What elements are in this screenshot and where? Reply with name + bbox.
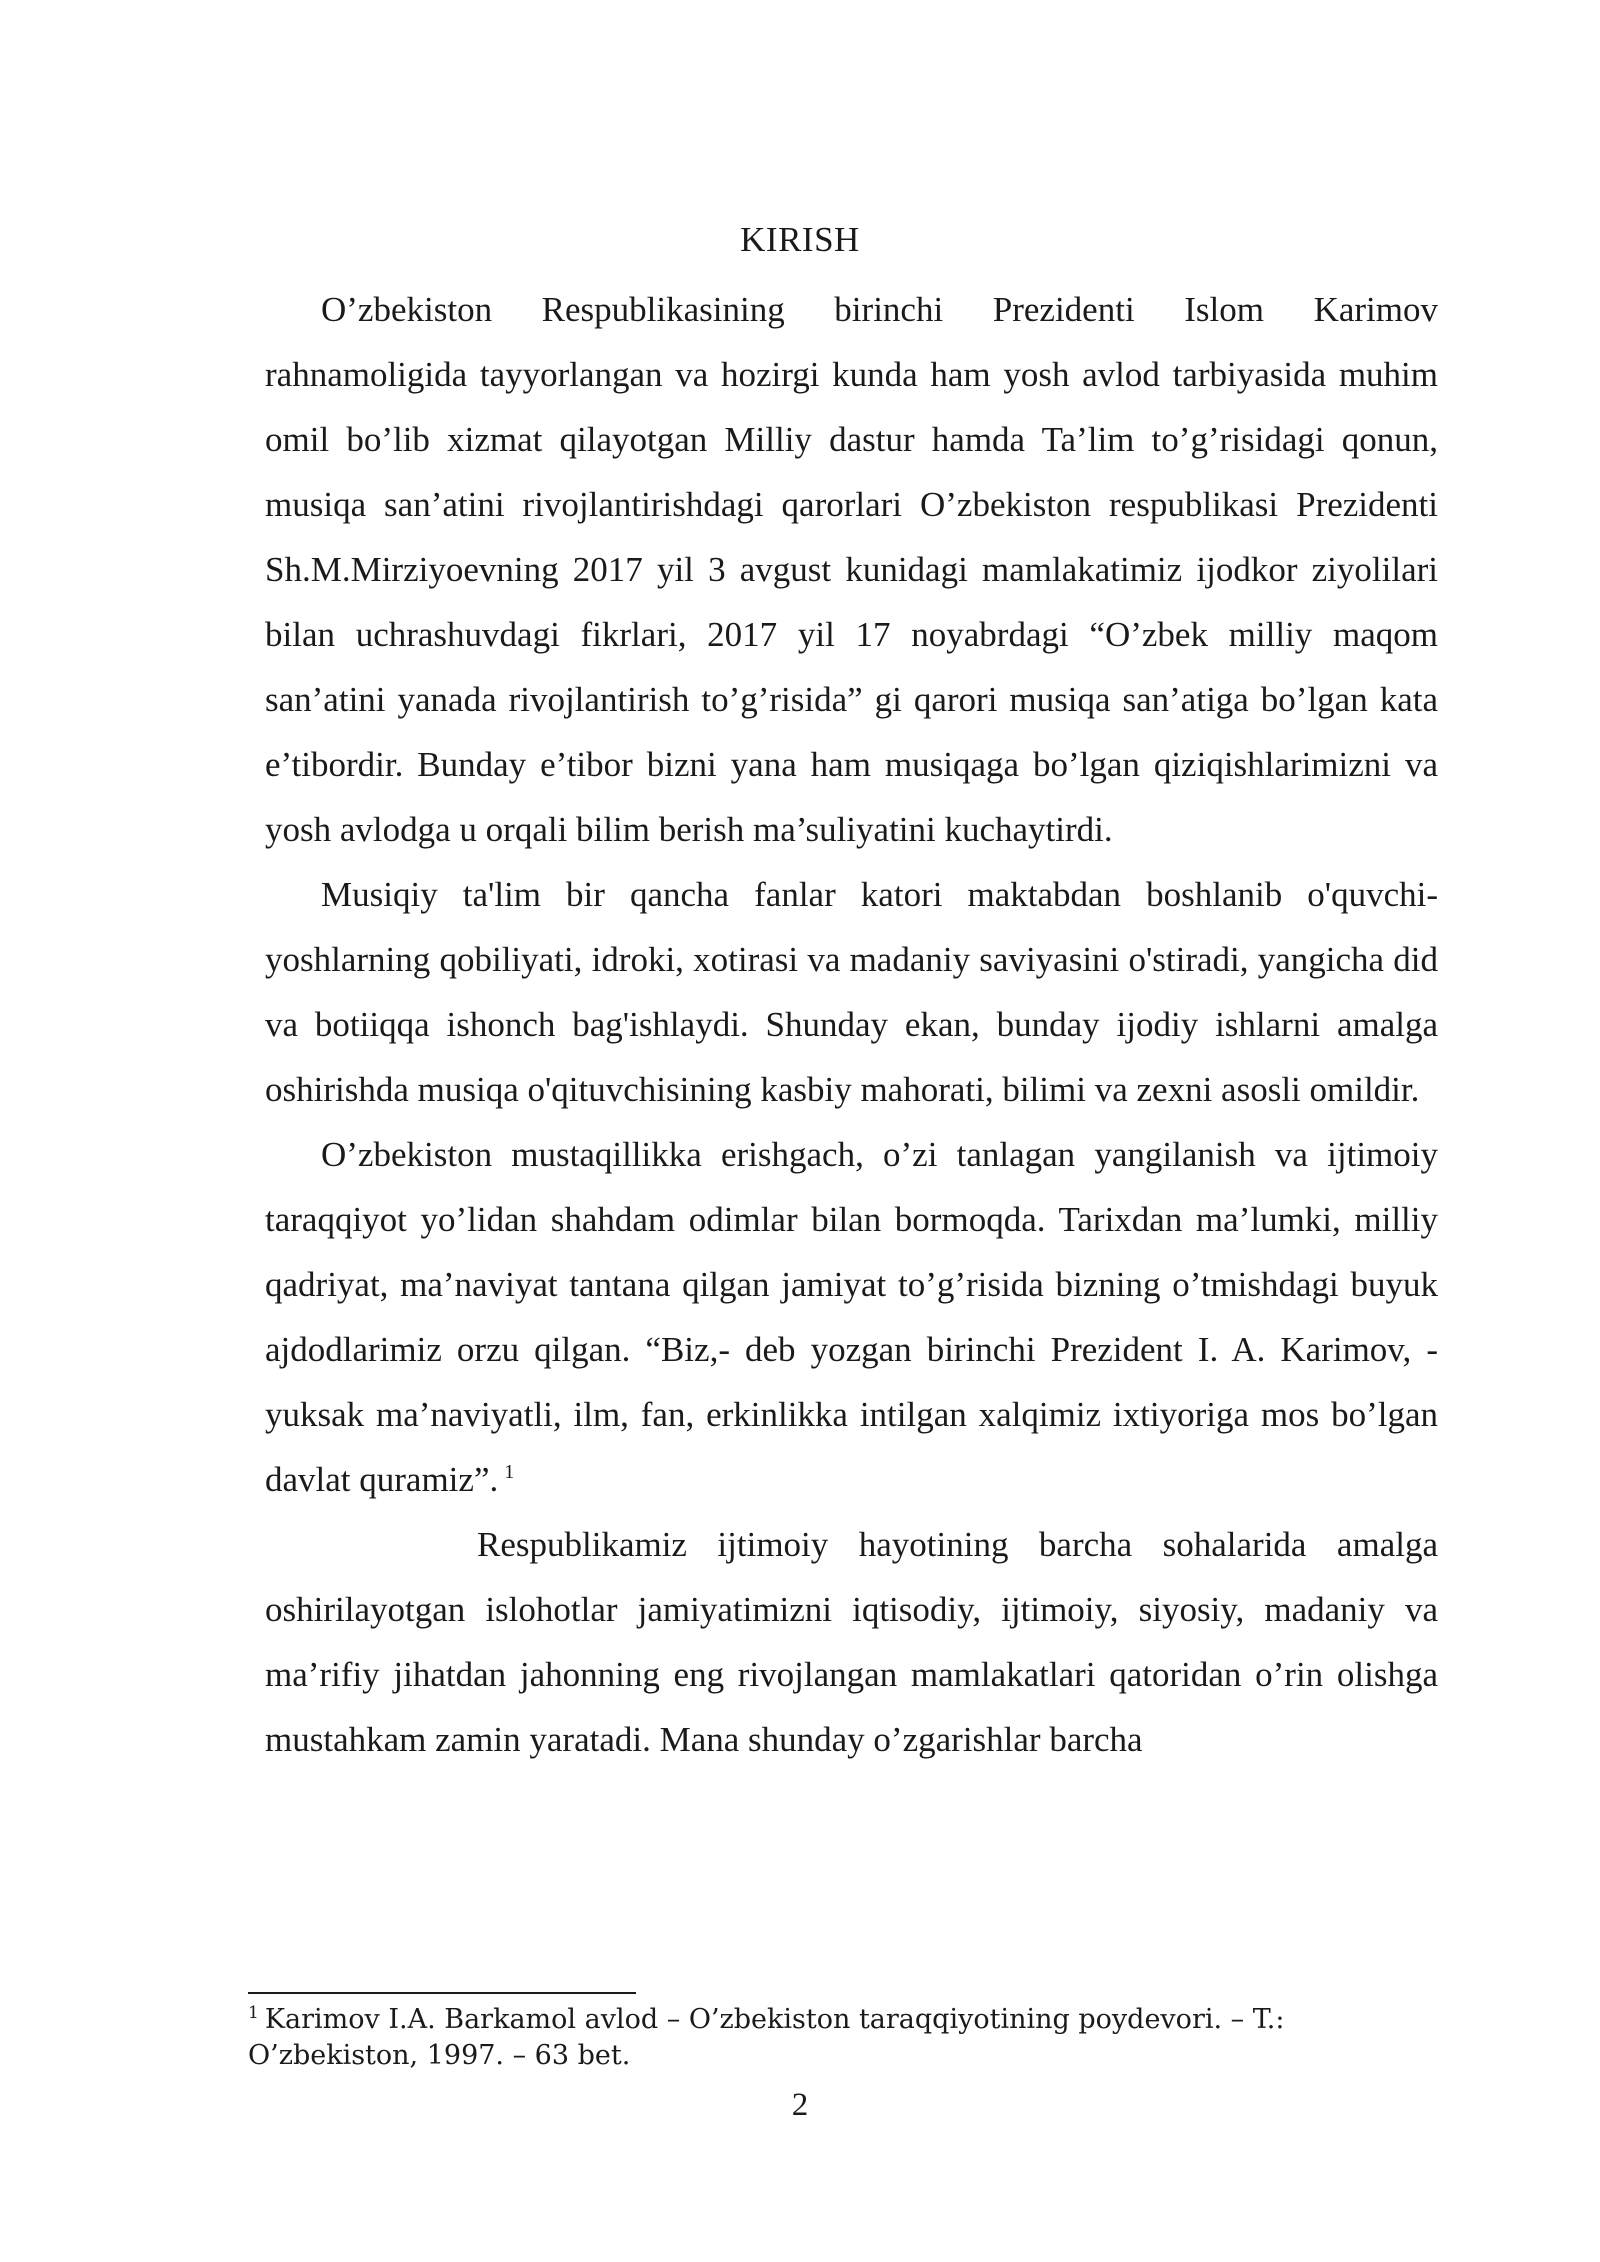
paragraph-1: O’zbekiston Respublikasining birinchi Prezidenti Islom Karimov rahnamoligida tayyorlangan va hozirgi kunda ham yosh avlod tarbiyasida muhim omil bo’lib xizmat qilayotgan Milliy dastur hamda Ta’lim to’g’risidagi qonun, musiqa san’atini rivojlantirishdagi qarorlari O’zbekiston respublikasi Prezidenti Sh.M.Mirziyoevning 2017 yil 3 avgust kunidagi mamlakatimiz ijodkor ziyolilari bilan uchrashuvdagi fikrlari, 2017 yil 17 noyabrdagi “O’zbek milliy maqom san’atini yanada rivojlantirish to’g’risida” gi qarori musiqa san’atiga bo’lgan kata e’tibordir. Bunday e’tibor bizni yana ham musiqaga bo’lgan qiziqishlarimizni va yosh avlodga u orqali bilim berish ma’suliyatini kuchaytirdi. — [265, 290, 1438, 849]
page-number: 2 — [791, 2087, 809, 2123]
paragraph-3 — [265, 1122, 1438, 1512]
paragraph-2: Musiqiy ta'lim bir qancha fanlar katori maktabdan boshlanib o'quvchi-yoshlarning qobiliyati, idroki, xotirasi va madaniy saviyasini o'stiradi, yangicha did va botiiqqa ishonch bag'ishlaydi. Shunday ekan, bunday ijodiy ishlarni amalga oshirishda musiqa o'qituvchisining kasbiy mahorati, bilimi va zexni asosli omildir. — [265, 875, 1438, 1109]
footnote-separator — [248, 1992, 636, 1994]
footnote — [248, 2002, 1438, 2074]
section-heading: KIRISH — [740, 220, 860, 259]
footnote-reference[interactable]: 1 — [504, 1461, 515, 1484]
paragraph-4: Respublikamiz ijtimoiy hayotining barcha sohalarida amalga oshirilayotgan islohotlar jamiyatimizni iqtisodiy, ijtimoiy, siyosiy, madaniy va ma’rifiy jihatdan jahonning eng rivojlangan mamlakatlari qatoridan o’rin olishga mustahkam zamin yaratadi. Mana shunday o’zgarishlar barcha — [265, 1525, 1438, 1759]
footnote-number: 1 — [248, 2003, 259, 2023]
body-text — [265, 277, 1438, 1772]
footnote-text: Karimov I.A. Barkamol avlod – O’zbekiston taraqqiyotining poydevori. – T.: O’zbekiston, 1997. – 63 bet. — [248, 2004, 1285, 2071]
paragraph-3-text: O’zbekiston mustaqillikka erishgach, o’zi tanlagan yangilanish va ijtimoiy taraqqiyot yo’lidan shahdam odimlar bilan bormoqda. Tarixdan ma’lumki, milliy qadriyat, ma’naviyat tantana qilgan jamiyat to’g’risida bizning o’tmishdagi buyuk ajdodlarimiz orzu qilgan. “Biz,- deb yozgan birinchi Prezident I. A. Karimov, - yuksak ma’naviyatli, ilm, fan, erkinlikka intilgan xalqimiz ixtiyoriga mos bo’lgan davlat quramiz”. — [265, 1135, 1438, 1499]
